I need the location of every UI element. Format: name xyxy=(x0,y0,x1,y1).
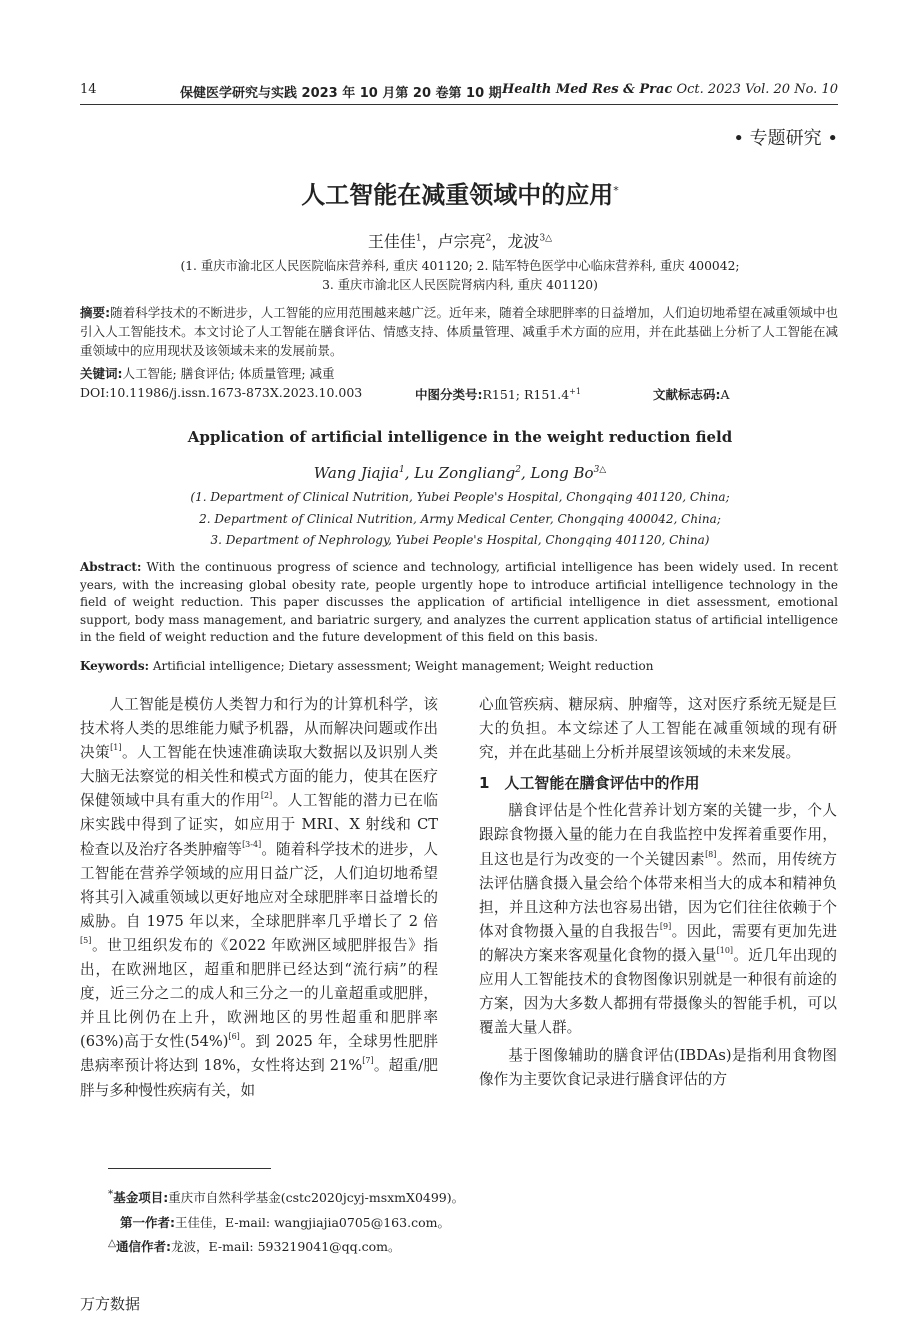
section-label: • 专题研究 • xyxy=(733,128,838,149)
body-paragraph: 人工智能是模仿人类智力和行为的计算机科学，该技术将人类的思维能力赋予机器，从而解决问题或作出决策[1]。人工智能在快速准确读取大数据以及识别人类大脑无法察觉的相关性和模式方面的能力，使其在医疗保健领域中具有重大的作用[2]。人工智能的潜力已在临床实践中得到了证实，如应用于 MRI、X 射线和 CT 检查以及治疗各类肿瘤等[3-4]。随着科学技术的进步，人工智能在营养学领域的应用日益广泛，人们迫切地希望将其引入减重领域以更好地应对全球肥胖率日益增长的威胁。自 1975 年以来，全球肥胖率几乎增长了 2 倍[5]。世卫组织发布的《2022 年欧洲区域肥胖报告》指出，在欧洲地区，超重和肥胖已经达到“流行病”的程度，近三分之二的成人和三分之一的儿童超重或肥胖，并且比例仍在上升，欧洲地区的男性超重和肥胖率(63%)高于女性(54%)[6]。到 2025 年，全球男性肥胖患病率预计将达到 18%，女性将达到 21%[7]。超重/肥胖与多种慢性疾病有关，如 xyxy=(80,696,439,1099)
abstract-cn: 摘要:随着科学技术的不断进步，人工智能的应用范围越来越广泛。近年来，随着全球肥胖率的日益增加，人们迫切地希望在减重领域中也引入人工智能技术。本文讨论了人工智能在膳食评估、情感支持、体质量管理、减重手术方面的应用，并在此基础上分析了人工智能在减重领域中的应用现状及该领域未来的发展前景。 xyxy=(80,305,838,358)
body-column-left xyxy=(80,693,438,1103)
clc-number: 中图分类号:R151; $R151.4^{+1}$ xyxy=(415,386,581,402)
footnote-funding: *基金项目:重庆市自然科学基金(cstc2020jcyj-msxmX0499)。 xyxy=(108,1188,465,1206)
watermark: 万方数据 xyxy=(80,1295,141,1313)
body-column-right xyxy=(479,693,837,1093)
section-heading: 1 人工智能在膳食评估中的作用 xyxy=(479,774,700,793)
body-paragraph: 心血管疾病、糖尿病、肿瘤等，这对医疗系统无疑是巨大的负担。本文综述了人工智能在减重领域的现有研究，并在此基础上分析并展望该领域的未来发展。 xyxy=(479,696,837,762)
doi: DOI:10.11986/j.issn.1673-873X.2023.10.003 xyxy=(80,385,363,400)
footnote-divider xyxy=(108,1168,271,1169)
paper-title-en: Application of artificial intelligence in the weight reduction field xyxy=(187,428,733,446)
keywords-en: Keywords: Artificial intelligence; Dietary assessment; Weight management; Weight reduction xyxy=(80,659,654,673)
affiliation-cn-line: (1. 重庆市渝北区人民医院临床营养科, 重庆 401120; 2. 陆军特色医学中心临床营养科, 重庆 400042; xyxy=(180,259,740,273)
keywords-cn: 关键词:人工智能; 膳食评估; 体质量管理; 减重 xyxy=(80,366,335,381)
authors-cn: 王佳佳$^1$，卢宗亮$^2$，龙波$^{3\triangle}$ xyxy=(367,232,553,251)
abstract-en: Abstract: With the continuous progress of science and technology, artificial intelligence has been widely used. In recent years, with the increasing global obesity rate, people urgently hope to introduce artificial intelligence technology in the field of weight reduction. This paper discusses the application of artificial intelligence in diet assessment, emotional support, body mass management, and bariatric surgery, and analyzes the current application status of artificial intelligence in the field of weight reduction and the future development of this field on this basis. xyxy=(80,560,838,644)
journal-name-cn: 保健医学研究与实践 2023 年 10 月第 20 卷第 10 期 xyxy=(180,86,502,101)
footnote-corresponding: △通信作者:龙波，E-mail: 593219041@qq.com。 xyxy=(108,1237,401,1255)
affiliation-en-line: 2. Department of Clinical Nutrition, Army Medical Center, Chongqing 400042, China; xyxy=(199,512,721,526)
affiliation-en-line: 3. Department of Nephrology, Yubei People's Hospital, Chongqing 401120, China) xyxy=(210,533,710,547)
body-paragraph: 膳食评估是个性化营养计划方案的关键一步，个人跟踪食物摄入量的能力在自我监控中发挥着重要作用，且这也是行为改变的一个关键因素[8]。然而，用传统方法评估膳食摄入量会给个体带来相当大的成本和精神负担，并且这种方法也容易出错，因为它们往往依赖于个体对食物摄入量的自我报告[9]。因此，需要有更加先进的解决方案来客观量化食物的摄入量[10]。近几年出现的应用人工智能技术的食物图像识别就是一种很有前途的方案，因为大多数人都拥有带摄像头的智能手机，可以覆盖大量人群。 xyxy=(479,802,837,1037)
paper-title-cn: 人工智能在减重领域中的应用* xyxy=(301,181,619,209)
footnote-first-author: 第一作者:王佳佳，E-mail: wangjiajia0705@163.com。 xyxy=(120,1215,450,1230)
running-header xyxy=(80,80,838,105)
journal-name-en: Health Med Res & Prac Oct. 2023 Vol. 20 No. 10 xyxy=(501,82,838,97)
page-number: 14 xyxy=(80,82,97,97)
body-paragraph: 基于图像辅助的膳食评估(IBDAs)是指利用食物图像作为主要饮食记录进行膳食评估的方 xyxy=(479,1047,837,1089)
affiliation-cn-line: 3. 重庆市渝北区人民医院肾病内科, 重庆 401120) xyxy=(322,278,598,292)
authors-en: Wang Jiajia$^1$, Lu Zongliang$^2$, Long $Bo^{3\triangle}$ xyxy=(313,464,607,482)
document-code: 文献标志码:A xyxy=(653,387,730,402)
affiliation-en-line: (1. Department of Clinical Nutrition, Yubei People's Hospital, Chongqing 401120, China; xyxy=(190,490,730,504)
